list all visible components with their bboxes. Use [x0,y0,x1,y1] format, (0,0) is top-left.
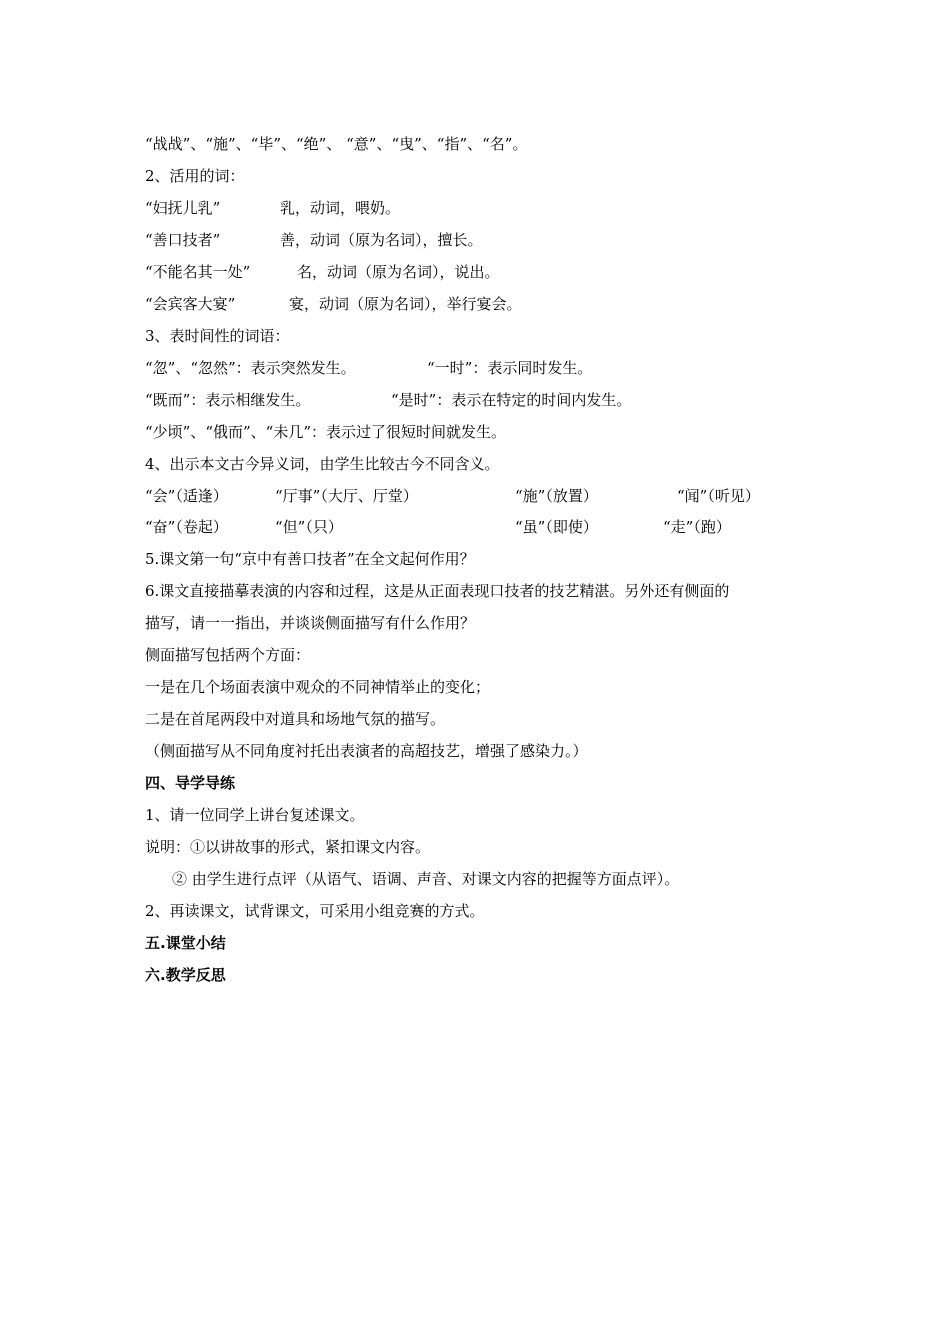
explanation: 宴，动词（原为名词），举行宴会。 [289,295,522,313]
explanation: 名，动词（原为名词），说出。 [297,263,500,281]
text-line [145,262,500,282]
text-line: “战战”、“施”、“毕”、“绝”、 “意”、“曳”、“指”、“名”。 [145,135,528,153]
phrase: “一时”：表示同时发生。 [427,359,593,377]
phrase: “忽”、“忽然”：表示突然发生。 [145,359,356,377]
text-line [145,230,483,250]
word-pair: “会”（适逢） [145,487,228,505]
text-line [145,486,760,506]
text-line: 5.课文第一句“京中有善口技者”在全文起何作用？ [145,550,475,568]
word-pair: “厅事”（大厅、厅堂） [275,487,418,505]
section-heading: 四、导学导练 [145,774,236,792]
text-line: 二是在首尾两段中对道具和场地气氛的描写。 [145,710,446,728]
text-line [145,390,632,410]
text-line: 描写，请一一指出，并谈谈侧面描写有什么作用？ [145,614,476,632]
text-line: 2、活用的词： [145,167,245,185]
phrase: “是时”：表示在特定的时间内发生。 [391,391,632,409]
text-line: ② 由学生进行点评（从语气、语调、声音、对课文内容的把握等方面点评）。 [172,870,680,888]
word-pair: “奋”（卷起） [145,518,228,536]
phrase: “不能名其一处” [145,263,251,281]
word-pair: “施”（放置） [515,487,598,505]
phrase: “会宾客大宴” [145,295,236,313]
text-line: 2、再读课文，试背课文，可采用小组竞赛的方式。 [145,902,485,920]
text-line: 3、表时间性的词语： [145,327,290,345]
text-line [145,294,522,314]
text-line: 4、出示本文古今异义词，由学生比较古今不同含义。 [145,455,500,473]
text-line: （侧面描写从不同角度衬托出表演者的高超技艺，增强了感染力。） [145,742,588,760]
text-line: 1、请一位同学上讲台复述课文。 [145,806,365,824]
phrase: “妇抚儿乳” [145,199,221,217]
word-pair: “但”（只） [275,518,343,536]
text-line [145,358,593,378]
phrase: “既而”：表示相继发生。 [145,391,311,409]
phrase: “善口技者” [145,231,221,249]
text-line [145,517,731,537]
text-line [145,198,401,218]
word-pair: “虽”（即使） [515,518,598,536]
text-line: 说明：①以讲故事的形式，紧扣课文内容。 [145,838,431,856]
text-line: 侧面描写包括两个方面： [145,646,311,664]
text-line: “少顷”、“俄而”、“未几”：表示过了很短时间就发生。 [145,423,507,441]
explanation: 乳，动词，喂奶。 [280,199,401,217]
word-pair: “闻”（听见） [677,487,760,505]
text-line: 一是在几个场面表演中观众的不同神情举止的变化； [145,678,491,696]
text-line: 6.课文直接描摹表演的内容和过程，这是从正面表现口技者的技艺精湛。另外还有侧面的 [145,582,730,600]
section-heading: 五.课堂小结 [145,934,226,952]
section-heading: 六.教学反思 [145,966,226,984]
word-pair: “走”（跑） [663,518,731,536]
explanation: 善，动词（原为名词），擅长。 [280,231,483,249]
